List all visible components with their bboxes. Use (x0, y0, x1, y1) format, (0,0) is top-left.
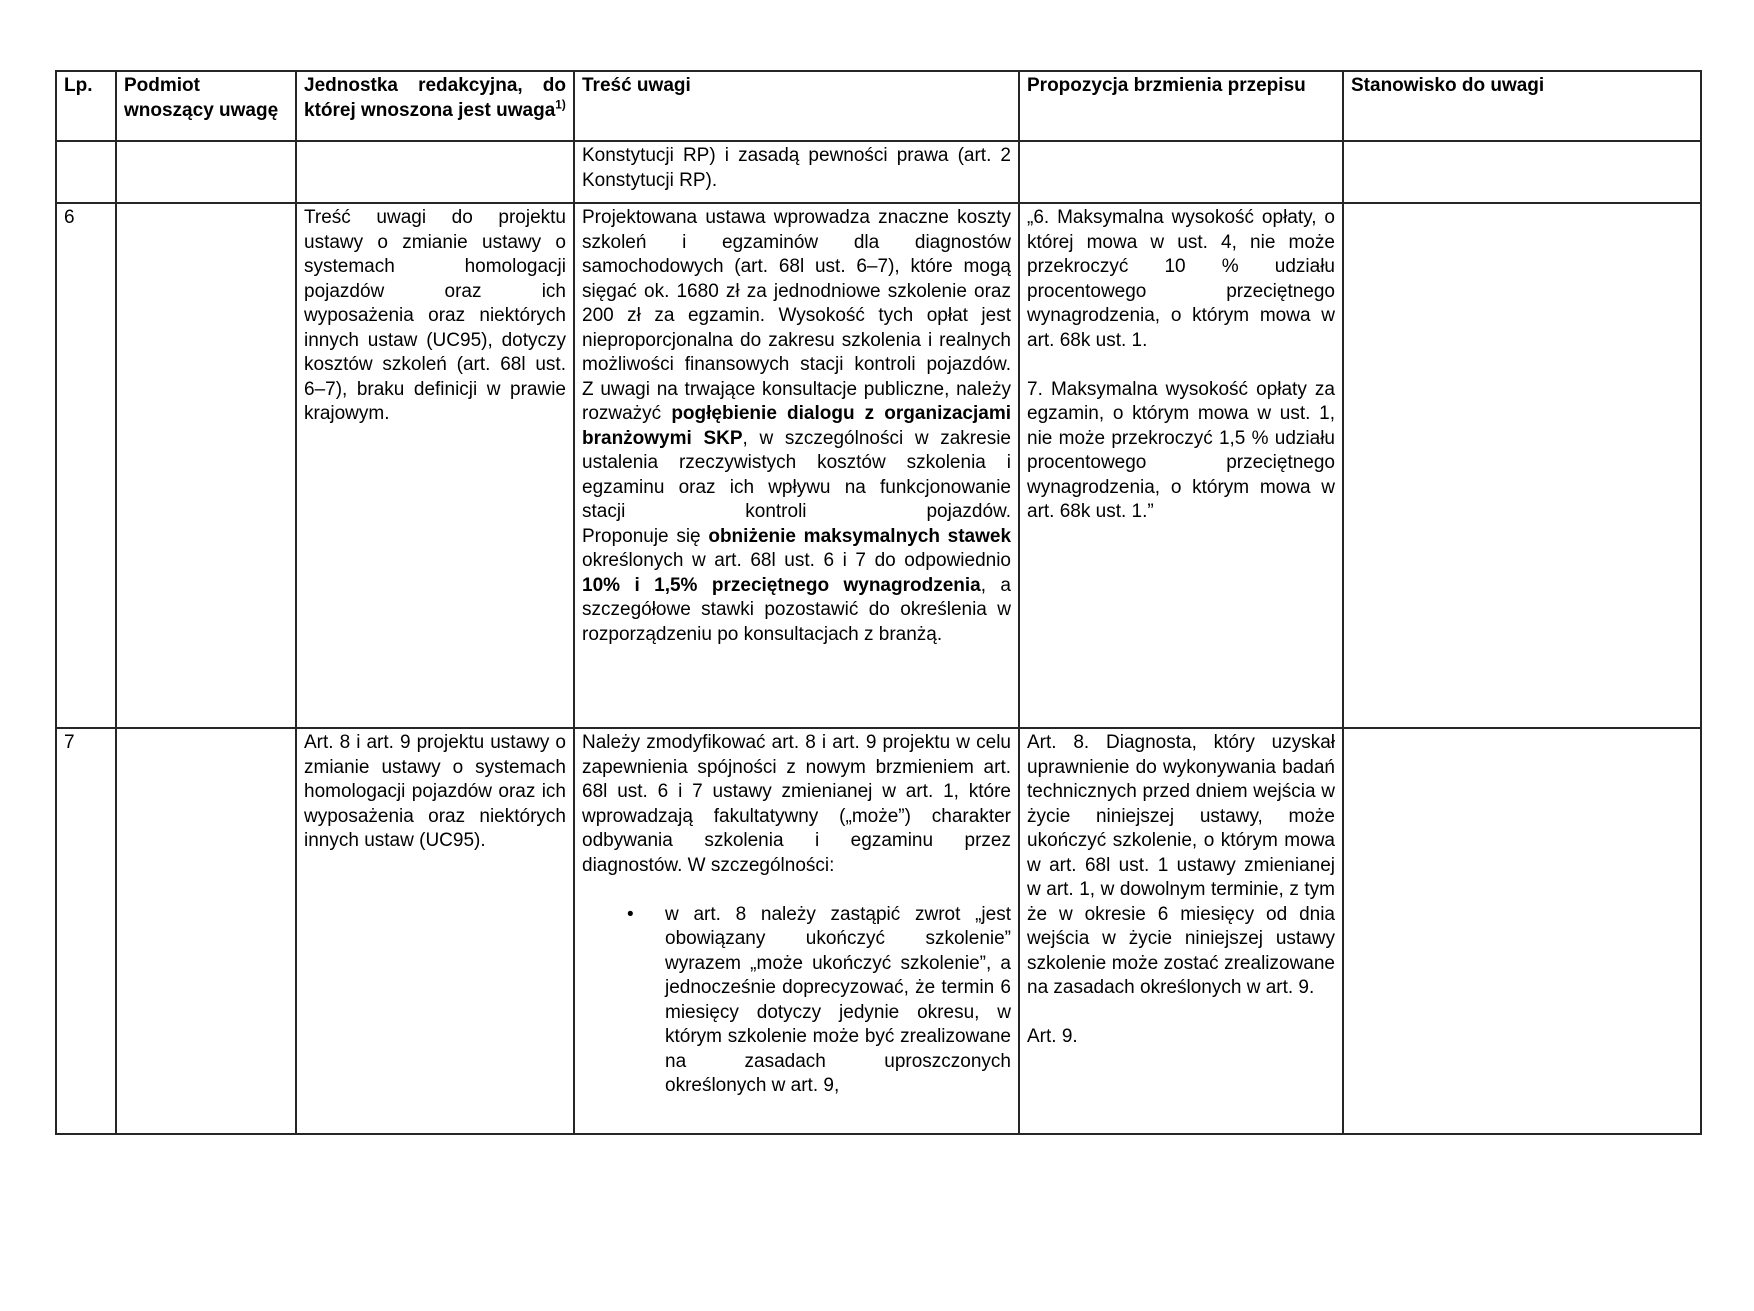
cell-tresc (574, 728, 1019, 1134)
table-row-continuation (56, 141, 1701, 203)
col-header-stanowisko (1343, 71, 1701, 141)
col-header-lp-label: Lp. (64, 75, 93, 96)
text: , a szczegółowe stawki pozostawić do określenia w rozporządzeniu po konsultacjach z branżą. (582, 574, 1011, 645)
cell-content (582, 206, 1011, 647)
cell-lp: 7 (56, 728, 116, 1134)
cell-content (1027, 731, 1335, 1050)
paragraph (304, 731, 566, 854)
cell-stanowisko (1343, 141, 1701, 203)
blank-line (582, 878, 1011, 903)
cell-propozycja (1019, 203, 1343, 728)
col-header-propozycja (1019, 71, 1343, 141)
paragraph (582, 731, 1011, 878)
col-header-jednostka (296, 71, 574, 141)
cell-content (304, 731, 566, 854)
cell-stanowisko (1343, 203, 1701, 728)
cell-jednostka (296, 203, 574, 728)
text: 7. Maksymalna wysokość opłaty za egzamin, o którym mowa w ust. 1, nie może przekroczyć 1,5 % udziału procentowego przeciętnego wynagrodzenia, o którym mowa w art. 68k ust. 1.” (1027, 378, 1335, 522)
cell-lp (56, 141, 116, 203)
text: Należy zmodyfikować art. 8 i art. 9 projektu w celu zapewnienia spójności z nowym brzmieniem art. 68l ust. 6 i 7 ustawy zmienianej w art. 1, które wprowadzają fakultatywny („może”) charakter odbywania szkolenia i egzaminu przez diagnostów. W szczególności: (582, 732, 1011, 876)
paragraph (582, 206, 1011, 378)
col-header-stanowisko-label: Stanowisko do uwagi (1351, 75, 1545, 96)
col-header-lp (56, 71, 116, 141)
text: „6. Maksymalna wysokość opłaty, o której mowa w ust. 4, nie może przekroczyć 10 % udziału procentowego przeciętnego wynagrodzenia, o którym mowa w art. 68k ust. 1. (1027, 207, 1335, 351)
blank-line (1027, 1001, 1335, 1026)
cell-podmiot (116, 728, 296, 1134)
header-row (56, 71, 1701, 141)
footnote-reference: 1) (555, 98, 566, 112)
paragraph (1027, 378, 1335, 525)
blank-line (1027, 353, 1335, 378)
cell-content (582, 731, 1011, 1099)
text: Proponuje się (582, 525, 709, 547)
cell-content (1027, 206, 1335, 525)
cell-podmiot (116, 141, 296, 203)
cell-propozycja (1019, 141, 1343, 203)
text: Art. 9. (1027, 1026, 1078, 1047)
bold-text: pogłębienie dialogu z organizacjami branżowymi SKP (582, 403, 1011, 449)
cell-podmiot (116, 203, 296, 728)
text: Art. 8 i art. 9 projektu ustawy o zmianie ustawy o systemach homologacji pojazdów oraz ich wyposażenia oraz niektórych innych ustaw (UC95). (304, 732, 566, 851)
cell-content (582, 144, 1011, 193)
table-row-7 (56, 728, 1701, 1134)
col-header-podmiot-label: Podmiot wnoszący uwagę (124, 75, 279, 121)
text: Z uwagi na trwające konsultacje publiczne, należy rozważyć (582, 378, 1011, 424)
bullet-item (665, 903, 1011, 1099)
cell-lp: 6 (56, 203, 116, 728)
col-header-tresc (574, 71, 1019, 141)
text: Konstytucji RP) i zasadą pewności prawa (art. 2 Konstytucji RP). (582, 145, 1011, 191)
text: , w szczególności w zakresie ustalenia rzeczywistych kosztów szkolenia i egzaminu oraz ich wpływu na funkcjonowanie stacji kontroli pojazdów. (582, 427, 1011, 522)
paragraph (582, 378, 1011, 525)
paragraph (304, 206, 566, 427)
paragraph (1027, 206, 1335, 353)
paragraph (582, 525, 1011, 648)
cell-jednostka (296, 141, 574, 203)
cell-tresc (574, 203, 1019, 728)
col-header-jednostka-label: Jednostka redakcyjna, do której wnoszona jest uwaga (304, 75, 566, 121)
cell-jednostka (296, 728, 574, 1134)
col-header-tresc-label: Treść uwagi (582, 75, 691, 96)
col-header-propozycja-label: Propozycja brzmienia przepisu (1027, 75, 1306, 96)
text: określonych w art. 68l ust. 6 i 7 do odpowiednio (582, 550, 1011, 571)
col-header-podmiot (116, 71, 296, 141)
cell-tresc (574, 141, 1019, 203)
paragraph (1027, 731, 1335, 1001)
comments-table (55, 70, 1702, 1135)
text: Art. 8. Diagnosta, który uzyskał uprawnienie do wykonywania badań technicznych przed dniem wejścia w życie niniejszej ustawy, może ukończyć szkolenie, o którym mowa w art. 68l ust. 1 ustawy zmienianej w art. 1, w dowolnym terminie, z tym że w okresie 6 miesięcy od dnia wejścia w życie niniejszej ustawy szkolenie może zostać zrealizowane na zasadach określonych w art. 9. (1027, 732, 1335, 998)
text: Treść uwagi do projektu ustawy o zmianie ustawy o systemach homologacji pojazdów oraz ich wyposażenia oraz niektórych innych ustaw (UC95), dotyczy kosztów szkoleń (art. 68l ust. 6–7), braku definicji w prawie krajowym. (304, 207, 566, 424)
paragraph (1027, 1025, 1335, 1050)
bold-text: 10% i 1,5% przeciętnego wynagrodzenia (582, 574, 981, 596)
cell-content (304, 206, 566, 427)
cell-propozycja (1019, 728, 1343, 1134)
bold-text: obniżenie maksymalnych stawek (708, 525, 1012, 547)
text: w art. 8 należy zastąpić zwrot „jest obowiązany ukończyć szkolenie” wyrazem „może ukończyć szkolenie”, a jednocześnie doprecyzować, że termin 6 miesięcy dotyczy jedynie okresu, w którym szkolenie może być zrealizowane na zasadach uproszczonych określonych w art. 9, (665, 903, 1011, 1096)
paragraph (582, 144, 1011, 193)
text: Projektowana ustawa wprowadza znaczne koszty szkoleń i egzaminów dla diagnostów samochodowych (art. 68l ust. 6–7), które mogą sięgać ok. 1680 zł za jednodniowe szkolenie oraz 200 zł za egzamin. Wysokość tych opłat jest nieproporcjonalna do zakresu szkolenia i realnych możliwości finansowych stacji kontroli pojazdów. (582, 207, 1011, 375)
table-row-6 (56, 203, 1701, 728)
cell-stanowisko (1343, 728, 1701, 1134)
